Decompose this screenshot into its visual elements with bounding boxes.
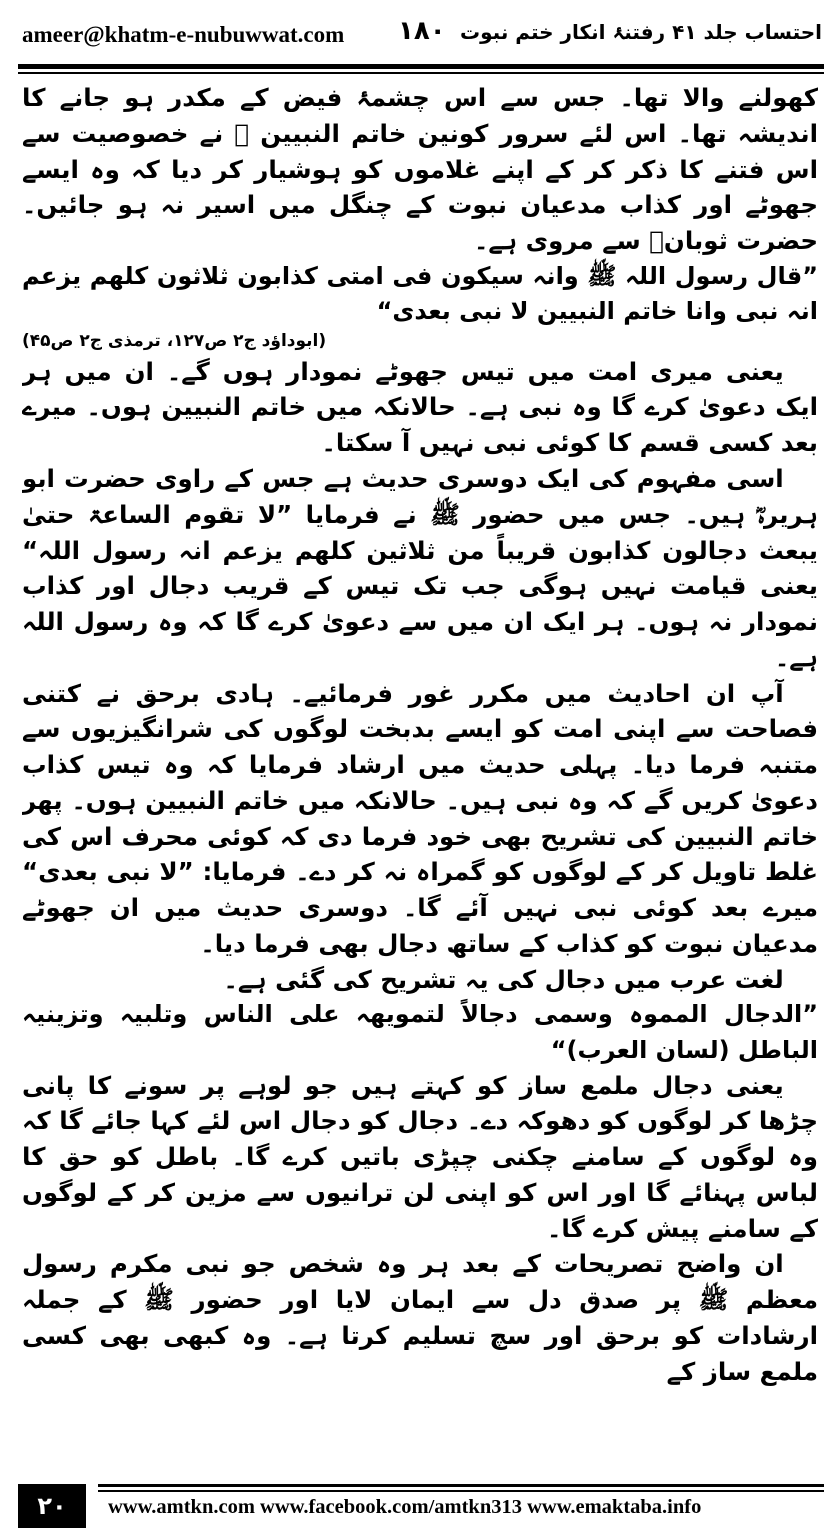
- page-body: [22, 80, 818, 1470]
- footer-links: www.amtkn.com www.facebook.com/amtkn313 www.emaktaba.info: [108, 1496, 702, 1518]
- footer-page-number: ۲۰: [18, 1484, 86, 1528]
- hadith-reference-1: (ابوداؤد ج۲ ص۱۲۷، ترمذی ج۲ ص۴۵): [22, 330, 327, 351]
- footer-rule-thin: [98, 1490, 824, 1492]
- paragraph-3: اسی مفہوم کی ایک دوسری حدیث ہے جس کے راوی حضرت ابو ہریرہؓ ہیں۔ جس میں حضور ﷺ نے فرمایا ”لا تقوم الساعۃ حتیٰ یبعث دجالون کذابون قریباً من ثلاثین کلھم یزعم انہ رسول اللہ“ یعنی قیامت نہیں ہوگی جب تک تیس کے قریب دجال اور کذاب نمودار نہ ہوں۔ ہر ایک ان میں سے دعویٰ کرے گا کہ وہ رسول اللہ ہے۔: [22, 464, 818, 672]
- page-footer: [18, 1478, 824, 1532]
- hadith-quote-1: ”قال رسول اللہ ﷺ وانہ سیکون فی امتی کذابون ثلاثون کلھم یزعم انہ نبی وانا خاتم النبیین لا نبی بعدی“: [22, 261, 818, 325]
- header-rule-thin: [18, 72, 824, 74]
- header-book-title: احتساب جلد ۴۱ رفتنۂ انکار ختم نبوت: [460, 20, 822, 44]
- footer-rule-thick: [98, 1484, 824, 1487]
- paragraph-7: ان واضح تصریحات کے بعد ہر وہ شخص جو نبی مکرم رسول معظم ﷺ پر صدق دل سے ایمان لایا اور حضور ﷺ کے جملہ ارشادات کو برحق اور سچ تسلیم کرتا ہے۔ وہ کبھی بھی کسی ملمع ساز کے: [22, 1249, 818, 1386]
- header-email: ameer@khatm-e-nubuwwat.com: [22, 22, 345, 47]
- header-page-number: ۱۸۰: [398, 16, 446, 46]
- paragraph-4: آپ ان احادیث میں مکرر غور فرمائیے۔ ہادی برحق نے کتنی فصاحت سے اپنی امت کو ایسے بدبخت لوگوں کی شرانگیزیوں سے متنبہ فرما دیا۔ پہلی حدیث میں ارشاد فرمایا کہ وہ تیس کذاب دعویٰ کریں گے کہ وہ نبی ہیں۔ حالانکہ میں خاتم النبیین ہوں۔ پھر خاتم النبیین کی تشریح بھی خود فرما دی کہ کوئی محرف اس کی غلط تاویل کر کے لوگوں کو گمراہ نہ کر دے۔ فرمایا: ”لا نبی بعدی“ میرے بعد کوئی نبی نہیں آئے گا۔ دوسری حدیث میں ان جھوٹے مدعیان نبوت کو کذاب کے ساتھ دجال بھی فرما دیا۔: [22, 678, 818, 958]
- page-header: [18, 14, 824, 58]
- lexicon-quote: ”الدجال المموہ وسمی دجالاً لتمویھہ علی الناس وتلبیہ وتزینیہ الباطل (لسان العرب)“: [22, 1000, 818, 1064]
- reference-line: [22, 329, 818, 354]
- paragraph-5: لغت عرب میں دجال کی یہ تشریح کی گئی ہے۔: [223, 964, 784, 994]
- paragraph-1: کھولنے والا تھا۔ جس سے اس چشمۂ فیض کے مکدر ہو جانے کا اندیشہ تھا۔ اس لئے سرور کونین خاتم النبیین ﷺ نے خصوصیت سے اس فتنے کا ذکر کر کے اپنے غلاموں کو ہوشیار کر دیا کہ وہ ایسے جھوٹے اور کذاب مدعیان نبوت کے چنگل میں اسیر نہ ہو جائیں۔ حضرت ثوبانؓ سے مروی ہے۔: [22, 83, 818, 256]
- header-rule-thick: [18, 64, 824, 69]
- paragraph-2: یعنی میری امت میں تیس جھوٹے نمودار ہوں گے۔ ان میں ہر ایک دعویٰ کرے گا وہ نبی ہے۔ حالانکہ میں خاتم النبیین ہوں۔ میرے بعد کسی قسم کا کوئی نبی نہیں آ سکتا۔: [22, 356, 818, 458]
- paragraph-6: یعنی دجال ملمع ساز کو کہتے ہیں جو لوہے پر سونے کا پانی چڑھا کر لوگوں کو دھوکہ دے۔ دجال کو دجال اس لئے کہا جائے گا کہ وہ لوگوں کے سامنے چکنی چپڑی باتیں کرے گا۔ باطل کو حق کا لباس پہنائے گا اور اس کو اپنی لن ترانیوں سے مزین کر کے لوگوں کے سامنے پیش کرے گا۔: [22, 1070, 818, 1243]
